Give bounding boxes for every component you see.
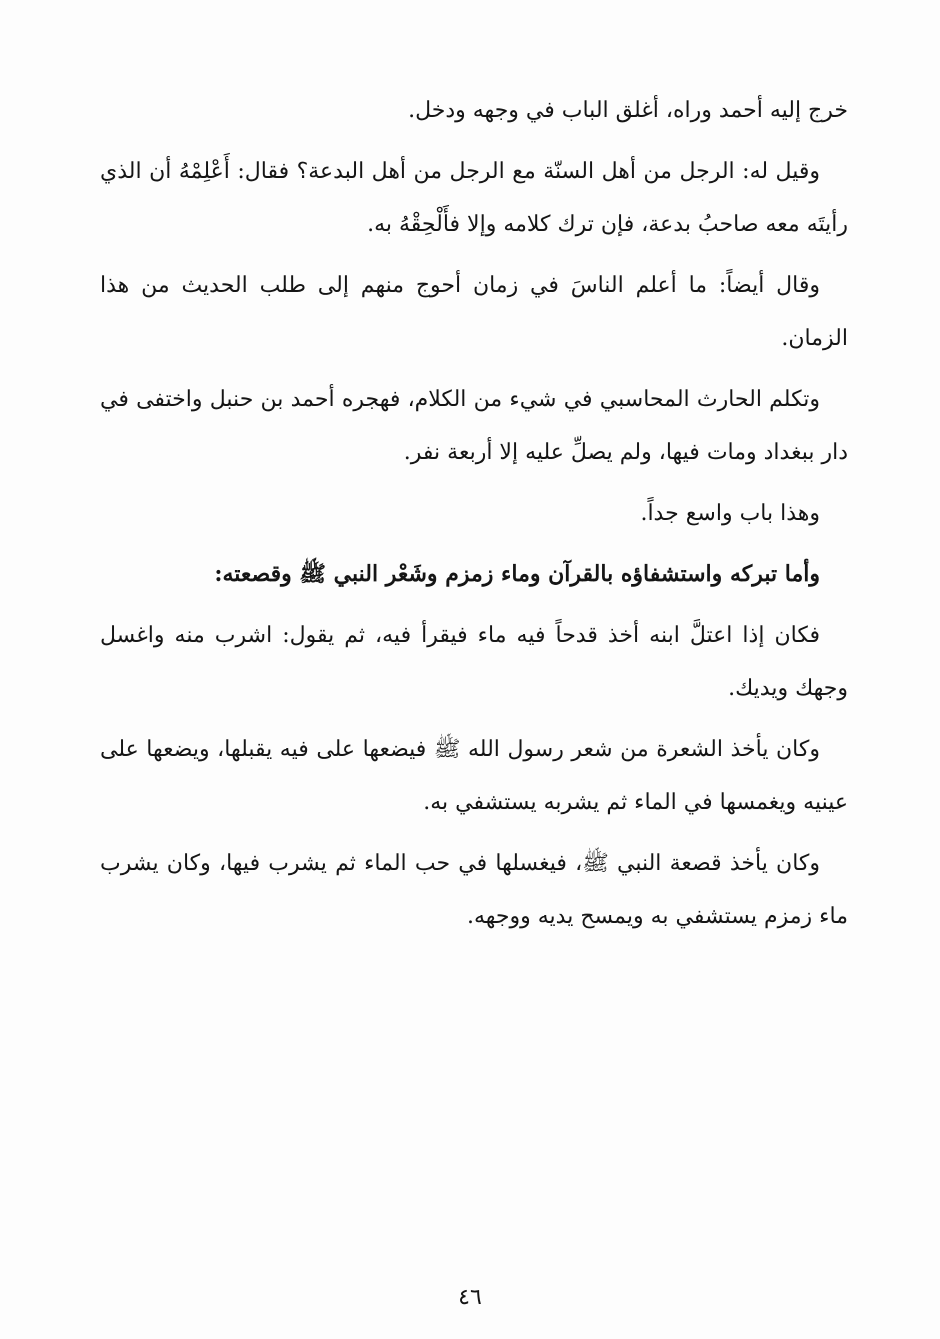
- paragraph-5: وهذا باب واسع جداً.: [640, 501, 820, 526]
- paragraph-3: وقال أيضاً: ما أعلم الناسَ في زمان أحوج منهم إلى طلب الحديث من هذا الزمان.: [100, 273, 848, 351]
- paragraph-4: وتكلم الحارث المحاسبي في شيء من الكلام، فهجره أحمد بن حنبل واختفى في دار ببغداد ومات فيها، ولم يصلِّ عليه إلا أربعة نفر.: [100, 387, 848, 465]
- paragraph-7: وكان يأخذ الشعرة من شعر رسول الله ﷺ فيضعها على فيه يقبلها، ويضعها على عينيه ويغمسها في الماء ثم يشربه يستشفي به.: [100, 737, 848, 815]
- paragraph-8: وكان يأخذ قصعة النبي ﷺ، فيغسلها في حب الماء ثم يشرب فيها، وكان يشرب ماء زمزم يستشفي به ويمسح يديه ووجهه.: [100, 851, 848, 929]
- paragraph-2: وقيل له: الرجل من أهل السنّة مع الرجل من أهل البدعة؟ فقال: أَعْلِمْهُ أن الذي رأيتَه معه صاحبُ بدعة، فإن ترك كلامه وإلا فأَلْحِقْهُ به.: [100, 159, 848, 237]
- body-text: [100, 84, 848, 951]
- section-heading: وأما تبركه واستشفاؤه بالقرآن وماء زمزم وشَعْر النبي ﷺ وقصعته:: [214, 561, 820, 587]
- page-number: ٤٦: [458, 1285, 482, 1310]
- paragraph-6: فكان إذا اعتلَّ ابنه أخذ قدحاً فيه ماء فيقرأ فيه، ثم يقول: اشرب منه واغسل وجهك ويديك.: [100, 623, 848, 701]
- paragraph-1: خرج إليه أحمد وراه، أغلق الباب في وجهه ودخل.: [408, 98, 848, 123]
